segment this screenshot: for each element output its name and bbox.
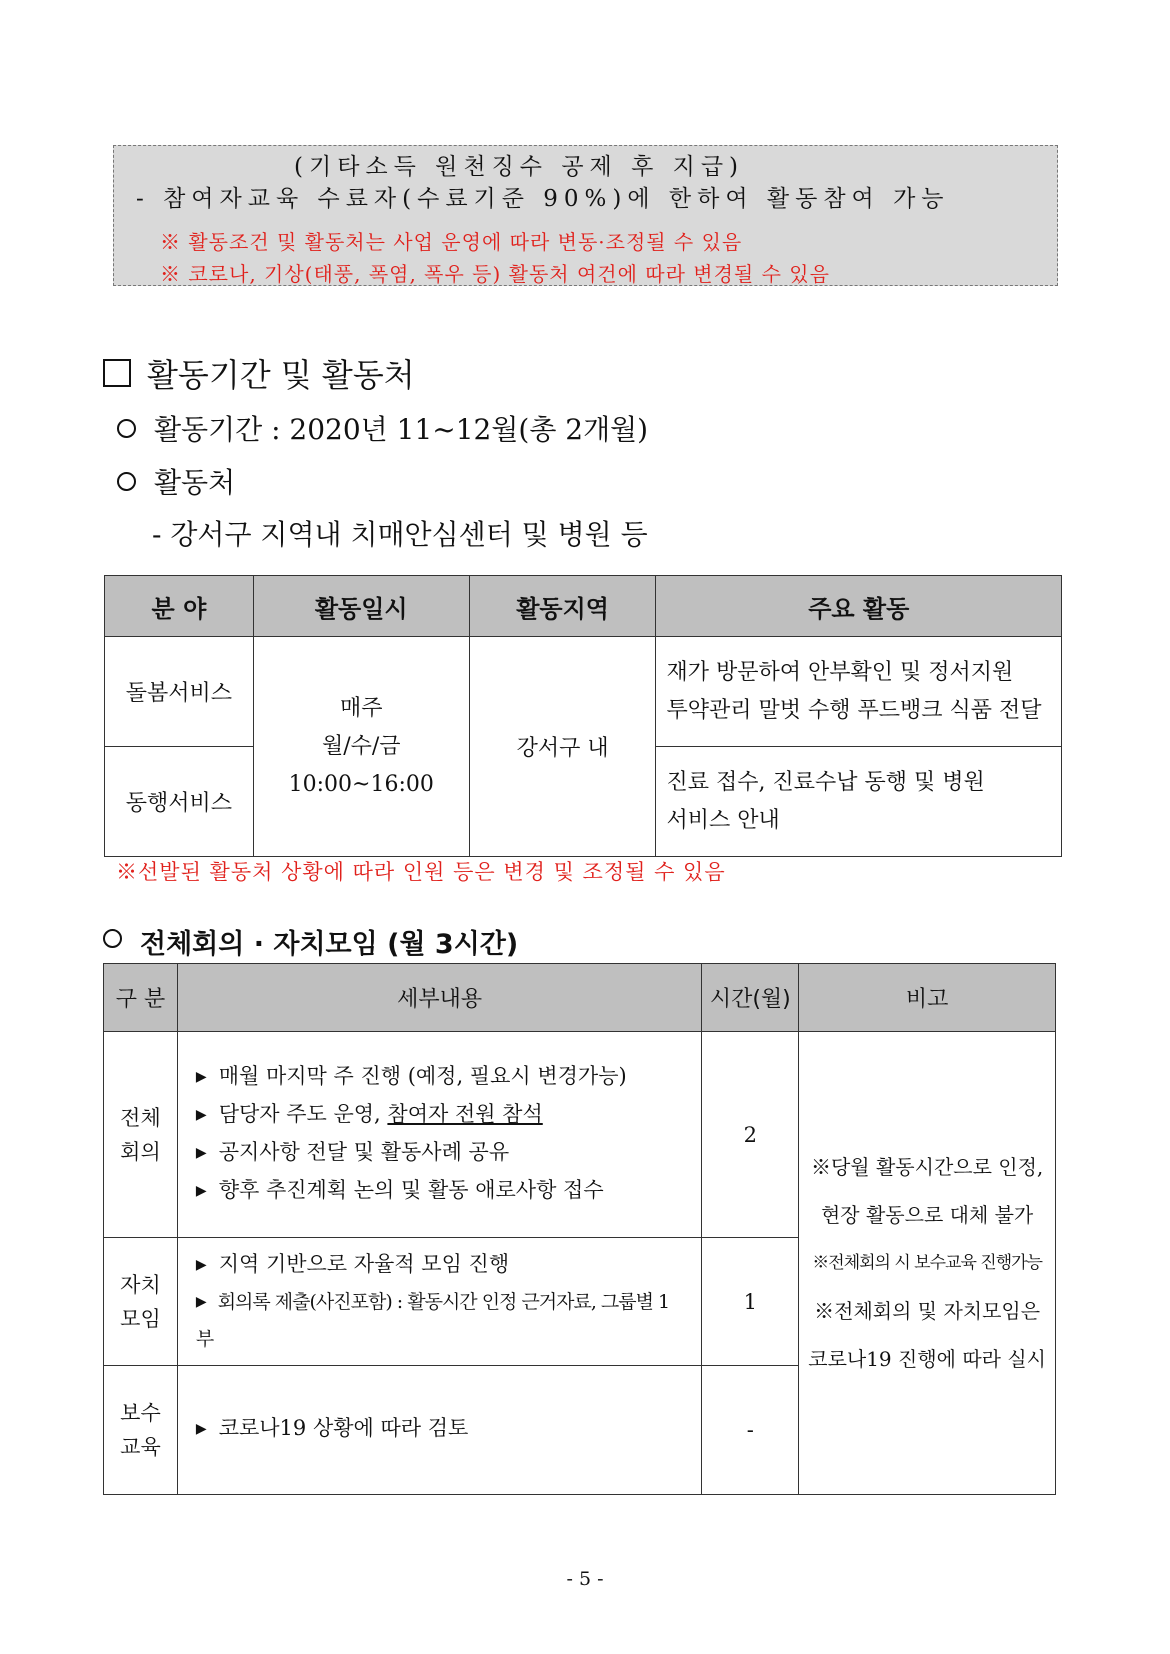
activity-line: 진료 접수, 진료수납 동행 및 병원	[666, 769, 985, 795]
table-header: 분 야	[105, 576, 254, 637]
detail-cell	[177, 1366, 701, 1495]
triangle-bullet-icon: ▶	[195, 1293, 206, 1310]
activity-line: 재가 방문하여 안부확인 및 정서지원	[666, 659, 1014, 685]
place-label: 활동처	[154, 466, 236, 499]
triangle-bullet-icon: ▶	[195, 1256, 207, 1273]
activity-cell	[656, 637, 1062, 747]
category-cell	[104, 1366, 178, 1495]
category-line: 회의	[120, 1139, 161, 1164]
remark-line: 코로나19 진행에 따라 실시	[808, 1347, 1046, 1371]
category-line: 전체	[120, 1105, 161, 1130]
activity-line: 투약관리 말벗 수행 푸드뱅크 식품 전달	[666, 697, 1042, 723]
hours-cell: -	[702, 1366, 799, 1495]
circle-bullet-icon	[103, 929, 122, 948]
table-header-row	[104, 964, 1056, 1032]
meeting-title	[103, 922, 518, 961]
table-header: 구 분	[104, 964, 178, 1032]
meeting-table	[103, 963, 1056, 1495]
table-header-row	[105, 576, 1062, 637]
page-number: - 5 -	[566, 1568, 604, 1590]
notice-line: (기타소득 원천징수 공제 후 지급)	[294, 154, 745, 180]
list-item-underlined: 참여자 전원 참석	[387, 1101, 543, 1126]
circle-bullet-icon	[117, 472, 136, 491]
list-item	[196, 1411, 683, 1449]
detail-cell	[177, 1032, 701, 1238]
checkbox-square-icon	[103, 359, 131, 387]
triangle-bullet-icon: ▶	[195, 1068, 207, 1085]
schedule-line: 10:00~16:00	[288, 771, 434, 797]
hours-cell: 1	[702, 1238, 799, 1366]
place-detail: - 강서구 지역내 치매안심센터 및 병원 등	[152, 518, 648, 551]
notice-line: - 참여자교육 수료자(수료기준 90%)에 한하여 활동참여 가능	[136, 186, 950, 212]
remarks-cell	[799, 1032, 1056, 1495]
notice-warning: ※ 코로나, 기상(태풍, 폭염, 폭우 등) 활동처 여건에 따라 변경될 수 있음	[160, 262, 830, 286]
category-cell	[104, 1238, 178, 1366]
meeting-title-text: 전체회의 · 자치모임 (월 3시간)	[140, 929, 519, 960]
activity-table	[104, 575, 1062, 857]
schedule-cell	[253, 637, 469, 857]
list-item-text: 담당자 주도 운영,	[218, 1101, 388, 1126]
list-item	[196, 1247, 683, 1285]
category-cell	[104, 1032, 178, 1238]
table-row	[105, 637, 1062, 747]
table-row	[104, 1032, 1056, 1238]
activity-line: 서비스 안내	[666, 807, 780, 833]
hours-cell: 2	[702, 1032, 799, 1238]
list-item	[196, 1097, 683, 1135]
notice-box	[113, 145, 1058, 286]
triangle-bullet-icon: ▶	[195, 1421, 207, 1437]
period-line	[117, 408, 648, 448]
table-header: 활동지역	[469, 576, 656, 637]
region-cell: 강서구 내	[469, 637, 656, 857]
schedule-line: 월/수/금	[321, 733, 401, 759]
list-item	[196, 1135, 683, 1173]
remark-line: ※당월 활동시간으로 인정,	[810, 1155, 1044, 1179]
category-line: 모임	[120, 1306, 161, 1331]
list-item	[196, 1173, 683, 1211]
field-cell: 동행서비스	[105, 747, 254, 857]
triangle-bullet-icon: ▶	[195, 1182, 207, 1199]
list-item	[196, 1059, 683, 1097]
red-note: ※선발된 활동처 상황에 따라 인원 등은 변경 및 조정될 수 있음	[116, 860, 726, 884]
remark-line: 현장 활동으로 대체 불가	[820, 1203, 1034, 1227]
section-title	[103, 350, 415, 396]
table-header: 시간(월)	[702, 964, 799, 1032]
triangle-bullet-icon: ▶	[195, 1106, 207, 1123]
activity-cell	[656, 747, 1062, 857]
field-cell: 돌봄서비스	[105, 637, 254, 747]
triangle-bullet-icon: ▶	[195, 1144, 207, 1161]
schedule-line: 매주	[340, 695, 383, 721]
place-line	[117, 461, 235, 501]
detail-cell	[177, 1238, 701, 1366]
remark-line: ※전체회의 및 자치모임은	[814, 1299, 1041, 1323]
table-header: 비고	[799, 964, 1056, 1032]
remark-line: ※전체회의 시 보수교육 진행가능	[812, 1253, 1042, 1273]
table-header: 세부내용	[177, 964, 701, 1032]
period-text: 활동기간 : 2020년 11~12월(총 2개월)	[154, 413, 649, 446]
list-item-text: 지역 기반으로 자율적 모임 진행	[218, 1251, 510, 1276]
category-line: 자치	[120, 1272, 161, 1297]
list-item-text: 공지사항 전달 및 활동사례 공유	[218, 1139, 510, 1164]
table-header: 주요 활동	[656, 576, 1062, 637]
list-item	[196, 1285, 683, 1357]
category-line: 교육	[120, 1435, 161, 1459]
notice-warning: ※ 활동조건 및 활동처는 사업 운영에 따라 변동·조정될 수 있음	[160, 230, 743, 254]
list-item-text: 회의록 제출(사진포함) : 활동시간 인정 근거자료, 그룹별 1부	[195, 1290, 670, 1350]
category-line: 보수	[120, 1401, 161, 1425]
table-header: 활동일시	[253, 576, 469, 637]
list-item-text: 코로나19 상황에 따라 검토	[218, 1416, 469, 1440]
section-title-text: 활동기간 및 활동처	[147, 356, 415, 394]
list-item-text: 향후 추진계획 논의 및 활동 애로사항 접수	[218, 1177, 604, 1202]
circle-bullet-icon	[117, 419, 136, 438]
list-item-text: 매월 마지막 주 진행 (예정, 필요시 변경가능)	[218, 1063, 627, 1088]
